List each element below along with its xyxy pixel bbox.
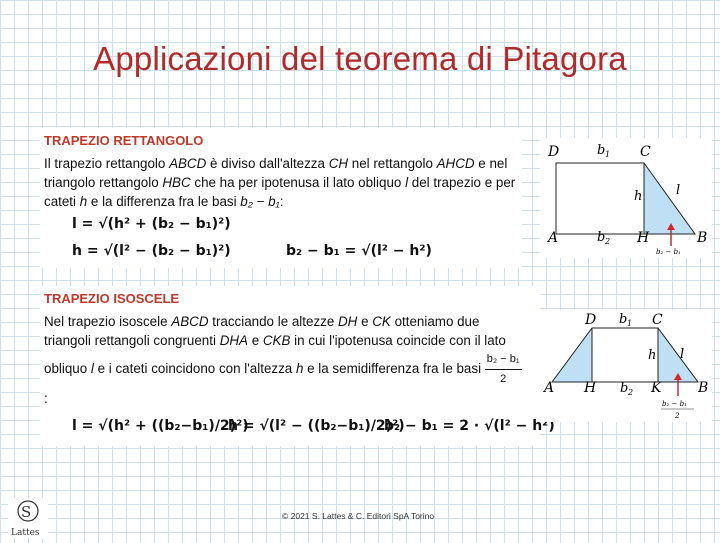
label-h: h xyxy=(634,189,643,204)
label-half-diff-den: 2 xyxy=(675,412,680,420)
var: ABCD xyxy=(171,314,209,329)
var: b₂ − b₁ xyxy=(240,194,280,209)
svg-text:S: S xyxy=(21,503,32,521)
text: e i cateti coincidono con l'altezza xyxy=(93,361,296,377)
label-b1: b xyxy=(619,312,628,327)
text: e la semidifferenza fra le basi xyxy=(303,361,485,377)
text: nel rettangolo xyxy=(348,156,437,171)
label-A: A xyxy=(548,230,559,246)
section2-paragraph xyxy=(44,312,522,408)
slide-title: Applicazioni del teorema di Pitagora xyxy=(93,40,627,77)
text: in cui l'ipotenusa coincide con il lato obliquo xyxy=(44,333,506,377)
section2-formula-diff: b₂ − b₁ = 2 · √(l² − h²) xyxy=(384,418,555,434)
label-b1-sub: 1 xyxy=(605,150,611,159)
label-b1: b xyxy=(597,143,606,158)
text: Il trapezio rettangolo xyxy=(44,156,170,171)
var: CKB xyxy=(262,333,291,348)
label-b2-sub: 2 xyxy=(628,388,634,397)
text: e nel triangolo rettangolo xyxy=(44,156,508,190)
text: e xyxy=(357,314,373,329)
label-l: l xyxy=(680,347,685,362)
text: otteniamo due triangoli rettangoli congruenti xyxy=(44,314,480,348)
label-B: B xyxy=(698,380,709,396)
label-D: D xyxy=(585,312,597,328)
label-half-diff-num: b₂ − b₁ xyxy=(662,400,687,408)
var: h xyxy=(79,194,88,209)
half-difference-fraction xyxy=(485,350,522,389)
text: : xyxy=(44,391,48,406)
var: DH xyxy=(338,314,358,329)
label-B: B xyxy=(697,230,708,246)
publisher-logo xyxy=(8,498,48,543)
var: l xyxy=(405,175,409,190)
label-b1-sub: 1 xyxy=(627,319,633,328)
var: CK xyxy=(372,314,391,329)
right-trapezoid-diagram xyxy=(540,138,712,258)
fraction-numerator: b₂ − b₁ xyxy=(485,350,522,370)
var: DHA xyxy=(219,333,248,348)
text: Nel trapezio isoscele xyxy=(44,314,172,329)
svg-text:Lattes: Lattes xyxy=(11,528,40,538)
text: è diviso dall'altezza xyxy=(206,156,329,171)
section1-formula-diff: b₂ − b₁ = √(l² − h²) xyxy=(286,243,432,259)
fraction-denominator: 2 xyxy=(500,373,507,385)
var: HBC xyxy=(162,175,191,190)
label-b2-sub: 2 xyxy=(605,237,611,246)
isosceles-trapezoid-diagram xyxy=(540,310,712,422)
label-A: A xyxy=(544,380,555,396)
label-l: l xyxy=(676,183,681,198)
section2-formula-h: h = √(l² − ((b₂−b₁)/2)²) xyxy=(228,418,405,434)
var: l xyxy=(90,361,94,377)
text: : xyxy=(279,194,284,209)
label-H: H xyxy=(584,380,597,396)
section1-formula-h: h = √(l² − (b₂ − b₁)²) xyxy=(72,243,231,259)
label-H: H xyxy=(637,230,650,246)
label-K: K xyxy=(651,380,662,396)
var: ABCD xyxy=(169,156,207,171)
text: e xyxy=(247,333,263,348)
label-h: h xyxy=(648,348,657,363)
section2-formula-l: l = √(h² + ((b₂−b₁)/2)²) xyxy=(72,418,249,434)
var: CH xyxy=(328,156,349,171)
section1-formula-l: l = √(h² + (b₂ − b₁)²) xyxy=(72,216,231,232)
text: che ha per ipotenusa il lato obliquo xyxy=(190,175,406,190)
label-b2: b xyxy=(597,230,606,245)
lattes-logo-icon xyxy=(8,498,48,538)
text: del trapezio e per cateti xyxy=(44,175,516,209)
var: AHCD xyxy=(436,156,475,171)
text: e la differenza fra le basi xyxy=(87,194,241,209)
label-D: D xyxy=(548,144,560,160)
section1-heading: TRAPEZIO RETTANGOLO xyxy=(44,133,204,148)
label-diff: b₂ − b₁ xyxy=(656,248,681,256)
text: tracciando le altezze xyxy=(208,314,339,329)
var: h xyxy=(295,361,304,377)
label-C: C xyxy=(640,144,651,160)
label-C: C xyxy=(652,312,663,328)
section2-heading: TRAPEZIO ISOSCELE xyxy=(44,291,180,306)
section1-paragraph xyxy=(44,154,520,211)
copyright-footer: © 2021 S. Lattes & C. Editori SpA Torino xyxy=(282,511,435,521)
label-b2: b xyxy=(620,381,629,396)
